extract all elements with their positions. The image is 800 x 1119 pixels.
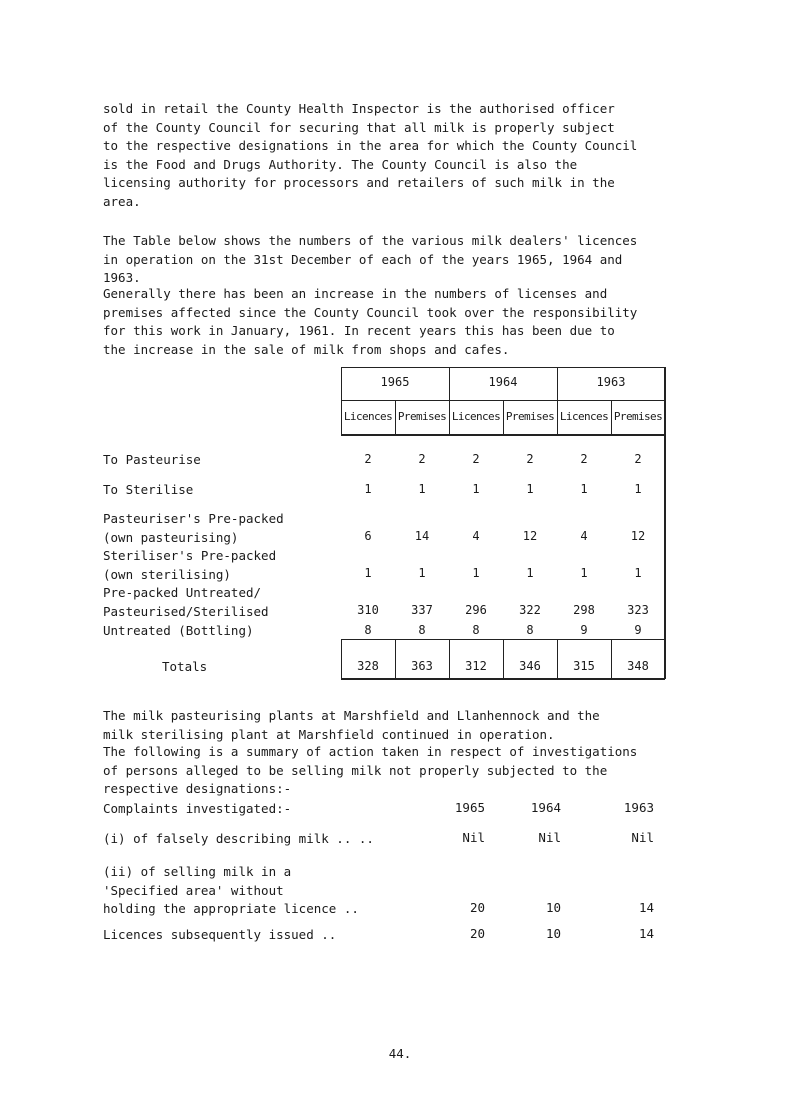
table-cell: 12 bbox=[630, 529, 646, 543]
summary-value: 10 bbox=[545, 926, 561, 941]
page-number: 44. bbox=[388, 1046, 412, 1061]
table-cell: 2 bbox=[364, 452, 372, 466]
totals-cell: 348 bbox=[627, 659, 649, 673]
totals-cell: 328 bbox=[357, 659, 379, 673]
summary-value: Nil bbox=[462, 830, 485, 845]
summary-intro-paragraph: The following is a summary of action taken in respect of investigations of persons alleged to be selling milk not properly subjected to the respective designations:- bbox=[103, 744, 638, 796]
table-cell: 322 bbox=[519, 603, 541, 617]
table-cell: 12 bbox=[522, 529, 538, 543]
intro-paragraph: sold in retail the County Health Inspector is the authorised officer of the County Council for securing that all milk is properly subject to the respective designations in the area for which the County Council is the Food and Drugs Authority. The County Council is also the licensing authority for processors and retailers of such milk in the area. bbox=[103, 101, 638, 209]
licence-table bbox=[341, 367, 665, 679]
totals-cell: 315 bbox=[573, 659, 595, 673]
row-label: Pre-packed Untreated/ Pasteurised/Sterilised bbox=[103, 585, 269, 619]
table-cell: 2 bbox=[418, 452, 426, 466]
table-cell: 310 bbox=[357, 603, 379, 617]
summary-row-label: (ii) of selling milk in a 'Specified area' without holding the appropriate licence .. bbox=[103, 864, 359, 916]
summary-row-label: Licences subsequently issued .. bbox=[103, 927, 337, 942]
summary-value: Nil bbox=[631, 830, 654, 845]
table-cell: 1 bbox=[472, 482, 480, 496]
table-cell: 1 bbox=[364, 482, 372, 496]
totals-cell: 312 bbox=[465, 659, 487, 673]
summary-value: 10 bbox=[545, 900, 561, 915]
increase-paragraph: Generally there has been an increase in the numbers of licenses and premises affected since the County Council took over the responsibility for this work in January, 1961. In recent years this has been due to the increase in the sale of milk from shops and cafes. bbox=[103, 286, 638, 357]
table-cell: 9 bbox=[634, 623, 642, 637]
row-label: Steriliser's Pre-packed (own sterilising) bbox=[103, 548, 277, 582]
table-cell: 1 bbox=[634, 566, 642, 580]
table-cell: 1 bbox=[526, 482, 534, 496]
year-header: 1965 bbox=[380, 375, 410, 389]
totals-cell: 346 bbox=[519, 659, 541, 673]
summary-value: 14 bbox=[638, 926, 654, 941]
summary-value: 14 bbox=[638, 900, 654, 915]
table-cell: 8 bbox=[418, 623, 426, 637]
row-label: Pasteuriser's Pre-packed (own pasteurising) bbox=[103, 511, 284, 545]
table-cell: 1 bbox=[364, 566, 372, 580]
totals-label: Totals bbox=[162, 659, 208, 674]
table-cell: 4 bbox=[580, 529, 588, 543]
col-header: Licences bbox=[451, 410, 501, 423]
summary-value: 20 bbox=[469, 926, 485, 941]
table-cell: 8 bbox=[526, 623, 534, 637]
table-cell: 14 bbox=[414, 529, 430, 543]
summary-row-label: (i) of falsely describing milk .. .. bbox=[103, 831, 374, 846]
row-label: Untreated (Bottling) bbox=[103, 623, 254, 638]
col-header: Licences bbox=[559, 410, 609, 423]
row-label: To Pasteurise bbox=[103, 452, 201, 467]
table-cell: 2 bbox=[472, 452, 480, 466]
plants-paragraph: The milk pasteurising plants at Marshfield and Llanhennock and the milk sterilising plant at Marshfield continued in operation. bbox=[103, 708, 600, 742]
table-cell: 9 bbox=[580, 623, 588, 637]
summary-value: 20 bbox=[469, 900, 485, 915]
col-header: Licences bbox=[343, 410, 393, 423]
col-header: Premises bbox=[613, 410, 663, 423]
table-cell: 1 bbox=[418, 566, 426, 580]
totals-cell: 363 bbox=[411, 659, 433, 673]
summary-year: 1963 bbox=[623, 800, 654, 815]
table-cell: 1 bbox=[526, 566, 534, 580]
table-cell: 298 bbox=[573, 603, 595, 617]
col-header: Premises bbox=[505, 410, 555, 423]
summary-heading: Complaints investigated:- bbox=[103, 801, 292, 816]
year-header: 1963 bbox=[596, 375, 626, 389]
table-intro-paragraph: The Table below shows the numbers of the various milk dealers' licences in operation on the 31st December of each of the years 1965, 1964 and 1963. bbox=[103, 233, 638, 285]
table-cell: 8 bbox=[472, 623, 480, 637]
table-cell: 2 bbox=[526, 452, 534, 466]
table-cell: 323 bbox=[627, 603, 649, 617]
table-cell: 1 bbox=[472, 566, 480, 580]
table-cell: 6 bbox=[364, 529, 372, 543]
table-cell: 4 bbox=[472, 529, 480, 543]
row-label: To Sterilise bbox=[103, 482, 194, 497]
summary-value: Nil bbox=[538, 830, 561, 845]
table-cell: 8 bbox=[364, 623, 372, 637]
year-header: 1964 bbox=[488, 375, 518, 389]
table-cell: 337 bbox=[411, 603, 433, 617]
table-cell: 1 bbox=[580, 566, 588, 580]
table-cell: 1 bbox=[634, 482, 642, 496]
table-cell: 1 bbox=[418, 482, 426, 496]
table-cell: 2 bbox=[634, 452, 642, 466]
col-header: Premises bbox=[397, 410, 447, 423]
table-cell: 2 bbox=[580, 452, 588, 466]
summary-year: 1964 bbox=[530, 800, 561, 815]
table-cell: 296 bbox=[465, 603, 487, 617]
table-cell: 1 bbox=[580, 482, 588, 496]
summary-year: 1965 bbox=[454, 800, 485, 815]
